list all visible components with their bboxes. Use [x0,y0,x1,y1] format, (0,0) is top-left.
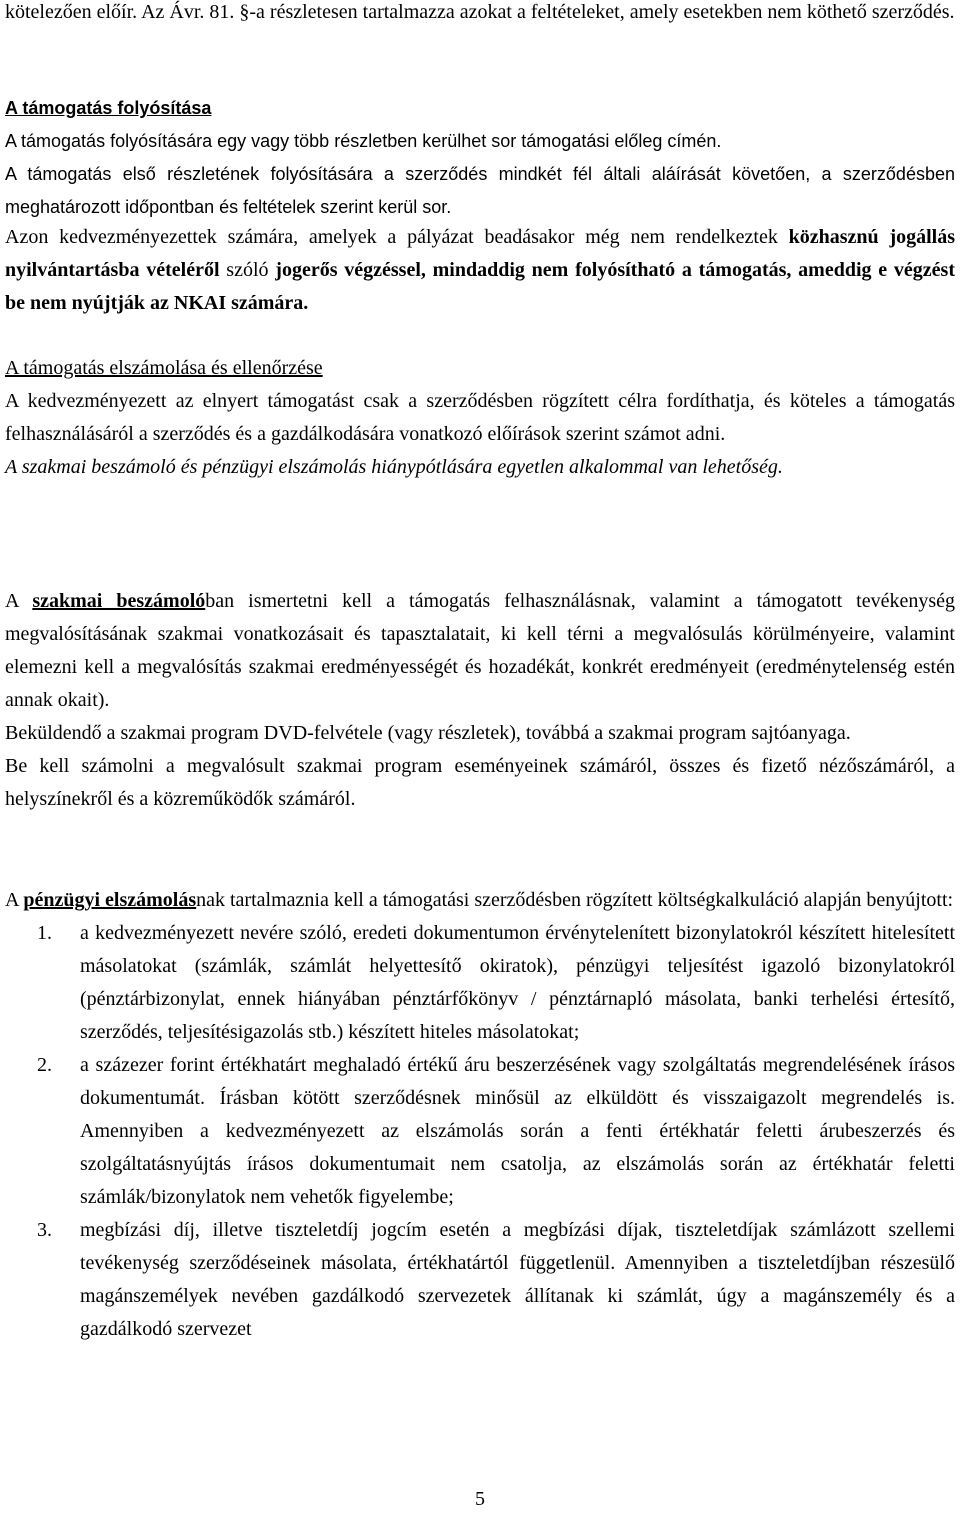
intro-block [5,0,955,29]
list-item [5,1214,955,1346]
penzugyi-list [5,917,955,1346]
folyositas-paragraph-2: A támogatás első részletének folyósítására a szerződés mindkét fél általi aláírását követően, a szerződésben meghatározott időpontban és feltételek szerint kerül sor. [5,164,955,217]
folyositas-section [5,92,955,224]
p3-part-a: Azon kedvezményezettek számára, amelyek a pályázat beadásakor még nem rendelkeztek [5,226,789,248]
szakmai-paragraph-2: Beküldendő a szakmai program DVD-felvétele (vagy részletek), továbbá a szakmai program sajtóanyaga. [5,722,851,744]
szakmai-section [5,585,955,816]
szakmai-part-b: szakmai beszámoló [32,590,206,612]
p3-part-d: jogerős végzéssel, mindaddig nem folyósítható a támogatás, ameddig e végzést be nem nyújtják az NKAI számára. [5,259,956,314]
penzugyi-paragraph-1 [5,884,955,917]
intro-paragraph: kötelezően előír. Az Ávr. 81. §-a részletesen tartalmazza azokat a feltételeket, amely esetekben nem köthető szerződés. [5,1,955,23]
szakmai-part-c: ban ismertetni kell a támogatás felhasználásnak, valamint a támogatott tevékenység megvalósításának szakmai vonatkozásait és tapasztalatait, ki kell térni a megvalósulás körülményeire, valamint elemezni kell a megvalósítás szakmai eredményességét és hozadékát, konkrét eredményeit (eredménytelenség estén annak okait). [5,590,955,711]
penzugyi-section [5,884,955,1346]
penzugyi-part-a: A [5,889,24,911]
szakmai-paragraph-1 [5,585,955,717]
list-item-text: a százezer forint értékhatárt meghaladó értékű áru beszerzésének vagy szolgáltatás megrendelésének írásos dokumentumát. Írásban kötött szerződésnek minősül az elküldött és visszaigazolt megrendelés is. Amennyiben a kedvezményezett az elszámolás során a fenti értékhatár feletti árubeszerzés és szolgáltatásnyújtás írásos dokumentumait nem csatolja, az elszámolás során az értékhatár feletti számlák/bizonylatok nem vehetők figyelembe; [80,1054,955,1208]
folyositas-condition-block [5,221,955,320]
list-item [5,917,955,1049]
folyositas-paragraph-1: A támogatás folyósítására egy vagy több részletben kerülhet sor támogatási előleg címén. [5,131,722,151]
penzugyi-part-b: pénzügyi elszámolás [23,889,197,911]
elszamolas-heading: A támogatás elszámolása és ellenőrzése [5,357,323,379]
list-item [5,1049,955,1214]
folyositas-heading: A támogatás folyósítása [5,98,212,118]
list-item-text: megbízási díj, illetve tiszteletdíj jogcím esetén a megbízási díjak, tiszteletdíjak számlázott szellemi tevékenység szerződéseinek másolata, értékhatártól függetlenül. Amennyiben a tiszteletdíjban részesülő magánszemélyek nevében gazdálkodó szervezetek állítanak ki számlát, úgy a magánszemély és a gazdálkodó szervezet [80,1219,955,1340]
folyositas-paragraph-3 [5,221,955,320]
p3-part-c: szóló [219,259,276,281]
p3-part-b: közhasznú jogállás nyilvántartásba vételéről [5,226,955,281]
elszamolas-paragraph-1: A kedvezményezett az elnyert támogatást csak a szerződésben rögzített célra fordíthatja, és köteles a támogatás felhasználásáról a szerződés és a gazdálkodására vonatkozó előírások szerint számot adni. [5,390,955,445]
page-number: 5 [475,1488,485,1510]
elszamolas-paragraph-2: A szakmai beszámoló és pénzügyi elszámolás hiánypótlására egyetlen alkalommal van lehetőség. [5,456,783,478]
list-item-text: a kedvezményezett nevére szóló, eredeti dokumentumon érvénytelenített bizonylatokról készített hitelesített másolatokat (számlák, számlát helyettesítő okiratok), pénzügyi teljesítést igazoló bizonylatokról (pénztárbizonylat, ennek hiányában pénztárfőkönyv / pénztárnapló másolata, banki terhelési értesítő, szerződés, teljesítésigazolás stb.) készített hiteles másolatokat; [80,922,955,1043]
szakmai-paragraph-3: Be kell számolni a megvalósult szakmai program eseményeinek számáról, összes és fizető nézőszámáról, a helyszínekről és a közreműködők számáról. [5,755,955,810]
list-item-number: 3. [37,1219,52,1241]
list-item-number: 2. [37,1054,52,1076]
list-item-number: 1. [37,922,52,944]
szakmai-part-a: A [5,590,33,612]
penzugyi-part-c: nak tartalmaznia kell a támogatási szerződésben rögzített költségkalkuláció alapján benyújtott: [196,889,954,911]
elszamolas-section [5,352,955,484]
